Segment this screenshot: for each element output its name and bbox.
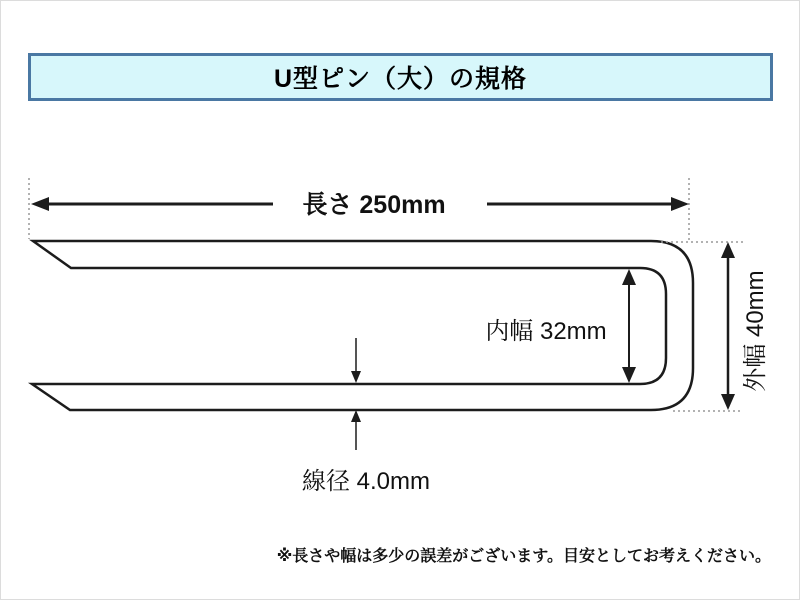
inner-width-dimension-arrow <box>622 269 636 383</box>
arrowhead-up-icon <box>721 242 735 258</box>
arrowhead-down-icon <box>351 371 361 383</box>
arrowhead-down-icon <box>622 367 636 383</box>
arrowhead-up-icon <box>351 410 361 422</box>
inner-width-dimension-label: 内幅 32mm <box>485 318 607 345</box>
u-pin-diagram <box>1 1 799 599</box>
disclaimer-note: ※長さや幅は多少の誤差がございます。目安としてお考えください。 <box>276 548 771 565</box>
outer-width-dimension-arrow <box>721 242 735 410</box>
outer-width-dimension-label: 外幅 40mm <box>742 270 769 392</box>
arrowhead-up-icon <box>622 269 636 285</box>
arrowhead-right-icon <box>671 197 689 211</box>
length-dimension-label: 長さ 250mm <box>302 191 446 219</box>
arrowhead-left-icon <box>31 197 49 211</box>
wire-diameter-dimension-label: 線径 4.0mm <box>301 468 430 495</box>
arrowhead-down-icon <box>721 394 735 410</box>
page-title: U型ピン（大）の規格 <box>273 65 528 93</box>
